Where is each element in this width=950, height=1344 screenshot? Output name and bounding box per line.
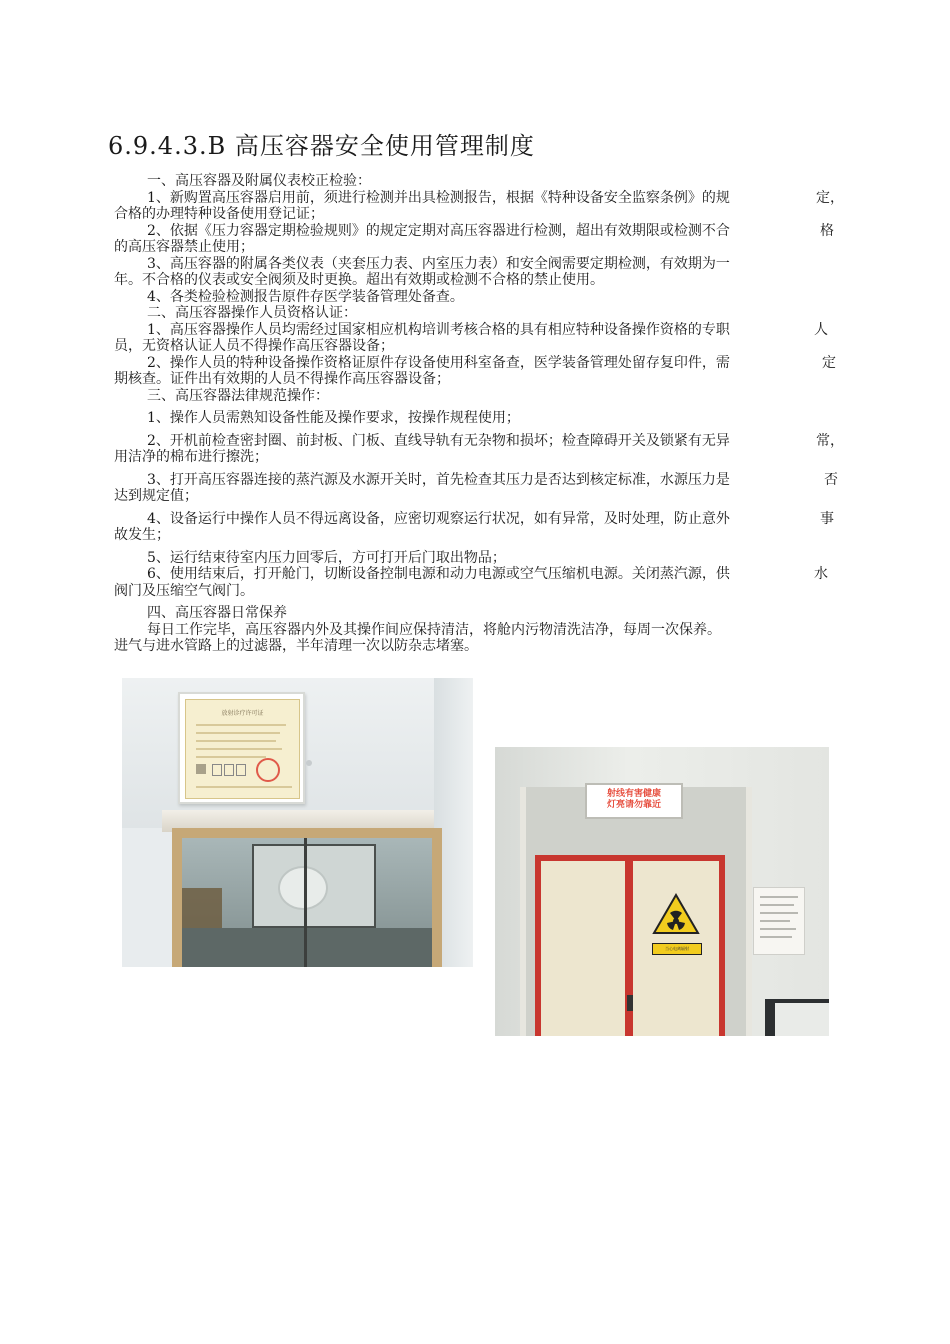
text: 格 (820, 222, 834, 239)
text: 2、开机前检查密封圈、前封板、门板、直线导轨有无杂物和损坏；检查障碍开关及锁紧有无异 (147, 432, 730, 449)
photo-license-window (122, 678, 473, 967)
s3-p3-line2: 达到规定值； (114, 488, 198, 504)
text: 1、高压容器操作人员均需经过国家相应机构培训考核合格的具有相应特种设备操作资格的专职 (147, 321, 730, 338)
text: 定 (822, 354, 836, 371)
sign-line-2: 灯亮请勿靠近 (606, 800, 661, 810)
cabinet (182, 888, 222, 928)
s3-p4-line2: 故发生； (114, 527, 170, 543)
s1-p3-line1: 3、高压容器的附属各类仪表（夹套压力表、内室压力表）和安全阀需要定期检测，有效期为一 (147, 255, 730, 272)
text: 6、使用结束后，打开舱门，切断设备控制电源和动力电源或空气压缩机电源。关闭蒸汽源，供 (147, 566, 730, 582)
s3-p1: 1、操作人员需熟知设备性能及操作要求，按操作规程使用； (147, 410, 520, 426)
radiation-warning-label (652, 943, 702, 955)
text: 否 (824, 471, 838, 488)
window-divider (304, 838, 307, 967)
text: 常， (816, 432, 844, 449)
tube-head (278, 866, 328, 910)
s3-p6-line1 (114, 566, 844, 583)
s3-p3-line1 (114, 472, 844, 489)
text: 3、打开高压容器连接的蒸汽源及水源开关时，首先检查其压力是否达到核定标准，水源压力是 (147, 471, 730, 488)
s1-p3-line2: 年。不合格的仪表或安全阀须及时更换。超出有效期或检测不合格的禁止使用。 (114, 272, 604, 288)
s3-p2-line2: 用洁净的棉布进行擦洗； (114, 449, 268, 465)
certificate-frame (178, 692, 305, 804)
s3-p5: 5、运行结束待室内压力回零后，方可打开后门取出物品； (147, 549, 506, 566)
s1-p2-line2: 的高压容器禁止使用； (114, 239, 254, 255)
section-4-heading: 四、高压容器日常保养 (147, 605, 287, 621)
counter-top (775, 1003, 829, 1036)
s2-p1-line2: 员，无资格认证人员不得操作高压容器设备； (114, 338, 394, 354)
s3-p4-line1 (114, 511, 844, 528)
floor (182, 928, 432, 967)
sign-line-1: 射线有害健康 (606, 789, 661, 799)
s2-p2-line1 (114, 355, 844, 372)
text: 定， (816, 189, 844, 206)
section-3-heading: 三、高压容器法律规范操作： (147, 387, 329, 404)
s1-p2-line1 (114, 223, 844, 240)
section-2-heading: 二、高压容器操作人员资格认证： (147, 305, 357, 321)
red-seal-icon (256, 758, 280, 782)
text: 人 (814, 321, 828, 338)
text: 水 (814, 566, 828, 582)
qr-code-icon (196, 764, 206, 774)
door-handle (627, 995, 633, 1011)
radiation-warning-icon (652, 893, 700, 941)
s4-p1-line1: 每日工作完毕，高压容器内外及其操作间应保持清洁，将舱内污物清洗洁净，每周一次保养。 (147, 621, 721, 638)
warning-light-sign (585, 783, 683, 819)
door (535, 855, 725, 1036)
text: 1、新购置高压容器启用前，须进行检测并出具检测报告，根据《特种设备安全监察条例》的规 (147, 189, 730, 206)
door-left-panel (541, 861, 625, 1036)
s1-p1-line2: 合格的办理特种设备使用登记证； (114, 206, 324, 222)
text: 4、设备运行中操作人员不得远离设备，应密切观察运行状况，如有异常，及时处理，防止意外 (147, 510, 730, 527)
s4-p1-line2: 进气与进水管路上的过滤器，半年清理一次以防杂志堵塞。 (114, 638, 478, 654)
document-body (114, 173, 844, 655)
s2-p2-line2: 期核查。证件出有效期的人员不得操作高压容器设备； (114, 371, 450, 387)
section-1-heading: 一、高压容器及附属仪表校正检验： (147, 173, 371, 189)
text: 2、依据《压力容器定期检验规则》的规定定期对高压容器进行检测，超出有效期限或检测不合 (147, 222, 730, 239)
document-title: 6.9.4.3.B 高压容器安全使用管理制度 (108, 132, 535, 160)
wall-socket-icon (306, 760, 312, 766)
text: 2、操作人员的特种设备操作资格证原件存设备使用科室备查，医学装备管理处留存复印件，需 (147, 354, 730, 371)
wall-notice (753, 887, 805, 955)
certificate (185, 699, 300, 799)
s1-p4: 4、各类检验检测报告原件存医学装备管理处备查。 (147, 288, 464, 305)
warning-label-text: 当心电离辐射 (665, 946, 689, 951)
s2-p1-line1 (114, 322, 844, 339)
s3-p2-line1 (114, 433, 844, 450)
s3-p6-line2: 阀门及压缩空气阀门。 (114, 582, 254, 599)
photo-radiation-door (495, 747, 829, 1036)
text: 事 (820, 510, 834, 527)
certificate-title: 放射诊疗许可证 (221, 710, 264, 717)
window-glass (182, 838, 432, 967)
s1-p1-line1 (114, 190, 844, 207)
